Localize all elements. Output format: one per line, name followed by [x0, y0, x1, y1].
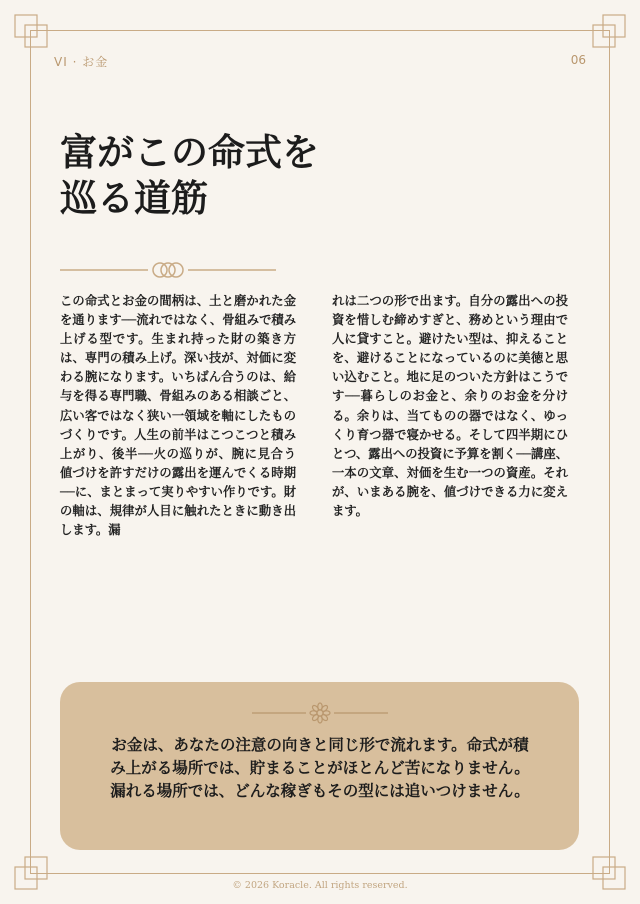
copyright-footer: © 2026 Koracle. All rights reserved. — [232, 880, 408, 891]
corner-ornament-top-left — [14, 14, 48, 48]
section-label: VI · お金 — [54, 55, 109, 69]
title-line-2: 巡る道筋 — [60, 177, 208, 220]
quote-callout — [60, 682, 579, 850]
body-column-right: れは二つの形で出ます。自分の露出への投資を惜しむ締めすぎと、務めという理由で人に貸すこと。避けたい型は、抑えることを、避けることになっているのに美徳と思い込むこと。地に足のついた方針はこうです──暮らしのお金と、余りのお金を分ける。余りは、当てものの器ではなく、ゆっくり育つ器で寝かせる。そして四半期にひとつ、露出への投資に予算を割く──講座、一本の文章、対価を生む一つの資産。それが、いまある腕を、値づけできる力に変えます。 — [332, 294, 568, 519]
flower-ornament-icon — [252, 702, 388, 728]
quote-text: お金は、あなたの注意の向きと同じ形で流れます。命式が積み上がる場所では、貯まることがほとんど苦になりません。漏れる場所では、どんな稼ぎもその型には追いつけません。 — [110, 736, 530, 800]
page-number: 06 — [570, 53, 586, 67]
rings-divider-ornament — [60, 260, 276, 284]
page-title — [60, 130, 420, 222]
title-line-1: 富がこの命式を — [60, 131, 319, 174]
body-column-left: この命式とお金の間柄は、土と磨かれた金を通ります──流れではなく、骨組みで積み上げる型です。生まれ持った財の築き方は、専門の積み上げ。深い技が、対価に変わる腕になります。いちばん合うのは、給与を得る専門職、骨組みのある相談ごと、広い客ではなく狭い一領域を軸にしたものづくりです。人生の前半はこつこつと積み上がり、後半──火の巡りが、腕に見合う値づけを許すだけの露出を運んでくる時期──に、まとまって実りやすい作りです。財の軸は、規律が人目に触れたときに動き出します。漏 — [60, 294, 296, 538]
corner-ornament-top-right — [592, 14, 626, 48]
